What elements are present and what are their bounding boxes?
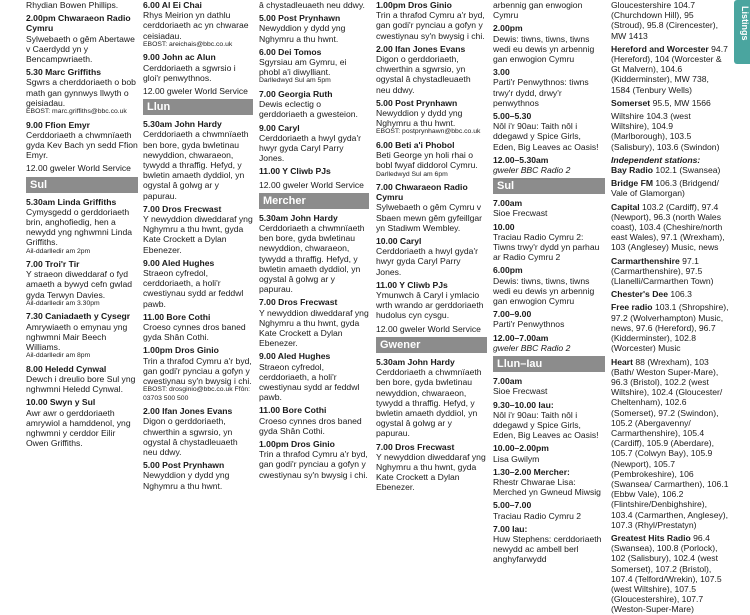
programme-time-title: 5.30am John Hardy	[376, 356, 455, 367]
programme-description: 12.00 gweler World Service	[376, 323, 481, 334]
station-entry	[611, 357, 729, 530]
subsection-heading: Independent stations:	[611, 154, 701, 165]
programme-description: Y newyddion diweddaraf yng Nghymru a thu hwnt, gyda Kate Crockett a Dylan Ebenezer.	[376, 451, 486, 493]
listings-column-6	[611, 0, 729, 615]
programme-entry	[376, 236, 487, 277]
programme-description: Sioe Frecwast	[493, 386, 548, 397]
programme-entry	[143, 52, 253, 83]
programme-entry	[26, 13, 138, 64]
programme-description: Parti'r Penwythnos: tiwns trwy'r dydd, drwy'r penwythnos	[493, 77, 589, 108]
station-frequencies: 96.4 (Swansea), 100.8 (Porlock), 102 (Salisbury), 102.4 (west Somerset), 107.2 (Bristol), 107.4 (Telford/Wrekin), 107.5 (west Wiltshire), 107.5 (Gloucestershire), 107.7 (Weston-Super-Mare)	[611, 532, 722, 615]
programme-time-title: 11.00 Bore Cothi	[143, 311, 211, 322]
programme-description: Y newyddion diweddaraf yng Nghymru a thu hwnt, gyda Kate Crockett a Dylan Ebenezer.	[259, 307, 369, 349]
programme-entry	[493, 467, 605, 498]
programme-time-title: 10.00	[493, 221, 515, 232]
programme-time-title: 7.30 Caniadaeth y Cysegr	[26, 311, 131, 322]
programme-description: Straeon cyfredol, cerddoriaeth, a holi'r cwestiynau sydd ar feddwl pawb.	[259, 361, 360, 403]
station-frequencies: 106.3	[670, 289, 692, 300]
programme-description: 12.00 gweler World Service	[259, 179, 364, 190]
programme-entry	[493, 155, 605, 175]
programme-description: Sgyrsiau am Gymru, ei phobl a'i diwylliant.	[259, 57, 347, 78]
continued-text: â chystadleuaeth neu ddwy.	[259, 0, 365, 10]
programme-entry	[26, 364, 138, 395]
station-frequencies: 106.3 (Bridgend/ Vale of Glamorgan)	[611, 178, 719, 199]
programme-description: Traciau Radio Cymru 2: Tiwns trwy'r dydd yn parhau ar Radio Cymru 2	[493, 231, 600, 263]
day-heading: Sul	[26, 177, 138, 193]
programme-entry	[376, 44, 487, 95]
programme-time-title: 1.30–2.00 Mercher:	[493, 466, 570, 477]
programme-description: Dewis: tiwns, tiwns, tiwns wedi eu dewis yn arbennig gan enwogion Cymru	[493, 33, 595, 65]
programme-entry	[376, 442, 487, 493]
programme-description: 12.00 gweler World Service	[26, 163, 131, 174]
programme-entry	[26, 67, 138, 116]
programme-entry	[493, 265, 605, 306]
station-entry	[611, 44, 729, 95]
station-name: Capital	[611, 201, 640, 212]
programme-note: EBOST: postprynhawn@bbc.co.uk	[376, 128, 481, 136]
station-name: Heart	[611, 356, 633, 367]
station-frequencies: 94.7 (Hereford), 104 (Worcester & Gt Malvern), 104.6 (Kidderminster), MW 738, 1584 (Tenbury Wells)	[611, 43, 728, 95]
programme-entry	[493, 333, 605, 353]
programme-entry	[376, 324, 487, 334]
day-heading: Llun	[143, 99, 253, 115]
programme-time-title: 6.00 Dei Tomos	[259, 46, 322, 57]
station-entry	[611, 289, 729, 299]
programme-time-title: 1.00pm Dros Ginio	[259, 439, 335, 450]
programme-entry	[259, 351, 369, 402]
station-entry	[611, 98, 729, 108]
programme-entry	[26, 311, 138, 360]
station-name: Greatest Hits Radio	[611, 532, 691, 543]
programme-description: Newyddion y dydd yng Nghymru a thu hwnt.	[143, 470, 230, 491]
programme-entry	[493, 524, 605, 565]
programme-entry	[26, 197, 138, 257]
programme-entry	[143, 460, 253, 491]
programme-note: Ail-ddarlledir am 3.30pm	[26, 299, 100, 307]
programme-time-title: 3.00	[493, 67, 510, 78]
programme-time-title: 10.00–2.00pm	[493, 443, 549, 454]
programme-time-title: 9.30–10.00 Iau:	[493, 399, 554, 410]
programme-time-title: 9.00 Aled Hughes	[259, 351, 331, 362]
programme-entry	[26, 259, 138, 308]
programme-entry	[493, 23, 605, 64]
programme-time-title: 11.00 Bore Cothi	[259, 405, 327, 416]
programme-entry	[259, 180, 369, 190]
station-entry	[611, 178, 729, 198]
programme-entry	[376, 0, 487, 41]
listings-column-3	[259, 0, 369, 480]
programme-entry	[143, 258, 253, 309]
programme-time-title: 2.00pm	[493, 23, 523, 34]
programme-description: Sylwebaeth o gêm Abertawe v Caerdydd yn y Bencampwriaeth.	[26, 33, 135, 65]
day-heading: Mercher	[259, 193, 369, 209]
programme-description: Y straeon diweddaraf o fyd amaeth a bywyd cefn gwlad gyda Terwyn Davies.	[26, 269, 133, 300]
day-heading: Llun–Iau	[493, 356, 605, 372]
programme-entry	[143, 345, 253, 403]
programme-entry	[493, 443, 605, 463]
programme-description: Nôl i'r 90au: Taith nôl i ddegawd y Spice Girls, Eden, Big Leaves ac Oasis!	[493, 409, 599, 441]
programme-time-title: 10.00 Caryl	[376, 236, 422, 247]
station-frequencies: 95.5, MW 1566	[652, 97, 711, 108]
listings-column-1	[26, 0, 138, 449]
programme-time-title: 9.00 Caryl	[259, 122, 300, 133]
programme-entry	[376, 280, 487, 321]
programme-time-title: 10.00 Swyn y Sul	[26, 397, 96, 408]
programme-description: Awr awr o gerddoriaeth amrywiol a hamddenol, yng nghwmni y cerddor Eilir Owen Griffiths.	[26, 407, 131, 449]
programme-note: Ail-ddarlledir am 2pm	[26, 247, 91, 255]
station-frequencies: 103.2 (Cardiff), 97.4 (Newport), 96.3 (north Wales coast), 103.4 (Cheshire/north east Wales), 97.1 (Wrexham), 103 (Anglesey) Music, news	[611, 201, 725, 253]
continued-text: Gloucestershire 104.7 (Churchdown Hill), 95 (Stroud), 95.8 (Cirencester), MW 1413	[611, 0, 718, 41]
programme-time-title: 7.00 Troi'r Tir	[26, 259, 80, 270]
programme-description: Trin a thrafod Cymru a'r byd, gan godi'r pynciau a gofyn y cwestiynau sy'n bwysig i chi.	[259, 449, 368, 480]
programme-time-title: 5.30am John Hardy	[143, 119, 222, 130]
programme-entry	[143, 406, 253, 457]
programme-time-title: 9.00 Ffion Emyr	[26, 119, 90, 130]
programme-note: EBOST: drosginio@bbc.co.uk Ffôn: 03703 500 500	[143, 386, 251, 402]
programme-entry	[493, 67, 605, 108]
programme-time-title: 11.00 Y Cliwb PJs	[376, 279, 448, 290]
programme-entry	[26, 397, 138, 448]
programme-entry	[493, 111, 605, 152]
programme-time-title: 5.00 Post Prynhawn	[376, 97, 458, 108]
programme-entry	[259, 405, 369, 436]
programme-entry	[259, 297, 369, 348]
programme-note: EBOST: areichais@bbc.co.uk	[143, 40, 233, 48]
programme-entry	[259, 13, 369, 44]
programme-description: Ymunwch â Caryl i ymlacio wrth wrando ar gerddoriaeth hudolus cyn cysgu.	[376, 290, 484, 321]
station-name: Free radio	[611, 302, 653, 313]
programme-time-title: 5.30am John Hardy	[259, 212, 338, 223]
station-entry	[611, 165, 729, 175]
programme-description: Dewis eclectig o gerddoriaeth a gwesteion.	[259, 99, 358, 120]
programme-description: Straeon cyfredol, cerddoriaeth, a holi'r cwestiynau sydd ar feddwl pawb.	[143, 267, 244, 309]
programme-entry	[376, 140, 487, 179]
programme-description: Trin a thrafod Cymru a'r byd, gan godi'r pynciau a gofyn y cwestiynau sy'n bwysig i chi.	[376, 10, 485, 41]
programme-description: Nôl i'r 90au: Taith nôl i ddegawd y Spice Girls, Eden, Big Leaves ac Oasis!	[493, 121, 599, 152]
programme-time-title: 6.00 Beti a'i Phobol	[376, 139, 455, 150]
listings-column-2	[143, 0, 253, 491]
programme-note: Darlledwyd Sul am 6pm	[376, 170, 448, 178]
programme-time-title: 5.00–5.30	[493, 111, 532, 122]
programme-time-title: 2.00pm Chwaraeon Radio Cymru	[26, 13, 131, 34]
programme-entry	[493, 376, 605, 396]
programme-description: Cerddoriaeth a hwyl gyda'r hwyr gyda Caryl Parry Jones.	[376, 246, 478, 277]
day-heading: Gwener	[376, 337, 487, 353]
station-entry	[611, 533, 729, 615]
programme-time-title: 9.00 Aled Hughes	[143, 257, 215, 268]
programme-entry	[143, 86, 253, 96]
programme-time-title: 7.00 Chwaraeon Radio Cymru	[376, 182, 468, 203]
programme-description: Huw Stephens: cerddoriaeth newydd ac ambell berl anghyfarwydd	[493, 533, 602, 565]
listings-column-5	[493, 0, 605, 565]
programme-description: Rhys Meirion yn dathlu cerddoriaeth ac yn chwarae ceisiadau.	[143, 10, 249, 41]
listings-column-4	[376, 0, 487, 493]
programme-description: Cerddoriaeth a chwmnïaeth gyda Kev Bach yn sedd Ffion Emyr.	[26, 129, 138, 161]
programme-time-title: 12.00–5.30am	[493, 154, 549, 165]
programme-description: Sioe Frecwast	[493, 208, 548, 219]
programme-time-title: 5.00 Post Prynhawn	[259, 13, 341, 24]
programme-entry	[143, 0, 253, 49]
programme-entry	[493, 309, 605, 329]
programme-description: Rhestr Chwarae Lisa: Merched yn Gwneud Miwsig	[493, 476, 601, 498]
programme-entry	[493, 198, 605, 218]
programme-time-title: 5.00–7.00	[493, 500, 532, 511]
programme-entry	[493, 500, 605, 520]
programme-time-title: 2.00 Ifan Jones Evans	[376, 43, 466, 54]
programme-time-title: 7.00 Iau:	[493, 523, 528, 534]
programme-description: Digon o gerddoriaeth, chwerthin a sgwrsio, yn ogystal â chystadleuaeth neu ddwy.	[376, 54, 471, 95]
programme-description: Beti George yn holi rhai o bobl fwyaf diddorol Cymru.	[376, 150, 478, 171]
programme-entry	[259, 89, 369, 120]
programme-description: Trin a thrafod Cymru a'r byd, gan godi'r pynciau a gofyn y cwestiynau sy'n bwysig i chi.	[143, 355, 252, 386]
programme-time-title: 7.00 Dros Frecwast	[143, 203, 222, 214]
programme-entry	[259, 47, 369, 86]
station-frequencies: 103.1 (Shropshire), 97.2 (Wolverhampton) Music, news, 97.6 (Hereford), 96.7 (Kidderminster), 102.8 (Worcester) Music	[611, 302, 729, 354]
programme-description: Cerddoriaeth a chwmnïaeth ben bore, gyda bwletinau newyddion, chwaraeon, tywydd a thraffig. Hefyd, y bwletin amaeth dyddiol, yn ogystal â golwg ar y papurau.	[376, 367, 482, 439]
programme-entry	[26, 120, 138, 161]
station-entry	[611, 256, 729, 287]
programme-description: Newyddion y dydd yng Nghymru a thu hwnt.	[259, 23, 346, 44]
programme-description: 12.00 gweler World Service	[143, 85, 248, 96]
programme-entry	[259, 213, 369, 295]
programme-description: Cymysgedd o gerddoriaeth brin, anghofiedig, hen a newydd yng nghwmni Linda Griffiths.	[26, 206, 133, 248]
continued-text: arbennig gan enwogion Cymru	[493, 0, 583, 21]
continued-text: Wiltshire 104.3 (west Wiltshire), 104.9 (Marlborough), 103.5 (Salisbury), 103.6 (Swindon)	[611, 111, 720, 152]
programme-time-title: 1.00pm Dros Ginio	[376, 0, 452, 10]
programme-time-title: 7.00am	[493, 198, 523, 209]
programme-time-title: 7.00–9.00	[493, 309, 532, 320]
programme-entry	[376, 357, 487, 439]
programme-time-title: 7.00am	[493, 376, 523, 387]
programme-description: Cerddoriaeth a chwmnïaeth ben bore, gyda bwletinau newyddion, chwaraeon, tywydd a thraffig. Hefyd, y bwletin amaeth dyddiol, yn ogystal â golwg ar y papurau.	[143, 129, 249, 201]
programme-time-title: 7.00 Dros Frecwast	[376, 441, 455, 452]
station-frequencies: 102.1 (Swansea)	[655, 165, 721, 176]
station-name: Somerset	[611, 97, 651, 108]
programme-entry	[143, 312, 253, 343]
programme-description: Newyddion y dydd yng Nghymru a thu hwnt.	[376, 108, 463, 129]
programme-entry	[259, 123, 369, 164]
programme-relay: gweler BBC Radio 2	[493, 342, 571, 353]
programme-time-title: 9.00 John ac Alun	[143, 52, 216, 63]
programme-description: Y newyddion diweddaraf yng Nghymru a thu hwnt, gyda Kate Crockett a Dylan Ebenezer.	[143, 213, 253, 255]
programme-time-title: 6.00pm	[493, 265, 523, 276]
programme-relay: gweler BBC Radio 2	[493, 165, 571, 176]
programme-description: Cerddoriaeth a hwyl gyda'r hwyr gyda Caryl Parry Jones.	[259, 132, 361, 164]
programme-note: Ail-ddarlledir am 8pm	[26, 352, 91, 360]
station-name: Hereford and Worcester	[611, 43, 709, 54]
programme-description: Traciau Radio Cymru 2	[493, 510, 582, 521]
programme-description: Cerddoriaeth a sgwrsio i gloi'r penwythnos.	[143, 62, 236, 83]
programme-time-title: 2.00 Ifan Jones Evans	[143, 406, 233, 417]
programme-time-title: 6.00 Al Ei Chai	[143, 0, 202, 10]
programme-description: Dewis: tiwns, tiwns, tiwns wedi eu dewis yn arbennig gan enwogion Cymru	[493, 275, 595, 307]
programme-description: Cerddoriaeth a chwmnïaeth ben bore, gyda bwletinau newyddion, chwaraeon, tywydd a thraffig. Hefyd, y bwletin amaeth dyddiol, yn ogystal â golwg ar y papurau.	[259, 222, 365, 295]
programme-description: Sgwrs a cherddoriaeth o bob math gan gynnwys llwyth o geisiadau.	[26, 77, 136, 108]
programme-entry	[259, 439, 369, 480]
continued-text: Rhydian Bowen Phillips.	[26, 0, 119, 10]
programme-description: Croeso cynnes dros baned gyda Shân Cothi.	[259, 415, 362, 436]
station-entry	[611, 202, 729, 253]
programme-time-title: 7.00 Georgia Ruth	[259, 88, 333, 99]
programme-note: EBOST: marc.griffiths@bbc.co.uk	[26, 108, 127, 116]
programme-time-title: 12.00–7.00am	[493, 332, 549, 343]
programme-time-title: 5.00 Post Prynhawn	[143, 460, 225, 471]
programme-entry	[493, 222, 605, 263]
section-tab-label: Listings	[740, 6, 750, 41]
station-frequencies: 88 (Wrexham), 103 (Bath/ Weston Super-Mare), 96.3 (Bristol), 102.2 (west Wiltshire), 102.4 (Gloucester/ Cheltenham), 102.6 (Somerset), 97.2 (Swindon), 105.2 (Abergavenny/ Carmarthenshire), 105.4 (Cardiff), 105.9 (Aberdare), 105.7 (Colwyn Bay), 105.9 (Newport), 105.7 (Pembrokeshire), 106 (Swansea/ Carmarthen), 106.1 (Ebbw Vale), 106.2 (Flintshire/Denbighshire), 103.4 (Carmarthen, Anglesey), 107.3 (Rhyl/Prestatyn)	[611, 356, 729, 530]
programme-entry	[493, 400, 605, 441]
programme-entry	[26, 163, 138, 173]
programme-description: Digon o gerddoriaeth, chwerthin a sgwrsio, yn ogystal â chystadleuaeth neu ddwy.	[143, 416, 238, 458]
programme-entry	[143, 119, 253, 201]
programme-time-title: 5.30 Marc Griffiths	[26, 67, 101, 78]
programme-time-title: 11.00 Y Cliwb PJs	[259, 166, 331, 177]
station-name: Chester's Dee	[611, 289, 668, 300]
station-name: Bay Radio	[611, 165, 654, 176]
station-frequencies: 97.1 (Carmarthenshire), 97.5 (Llanelli/Carmarthen Town)	[611, 255, 714, 287]
station-entry	[611, 302, 729, 353]
station-name: Carmarthenshire	[611, 255, 680, 266]
programme-entry	[376, 182, 487, 233]
programme-entry	[259, 166, 369, 176]
programme-entry	[376, 98, 487, 137]
day-heading: Sul	[493, 178, 605, 194]
programme-time-title: 7.00 Dros Frecwast	[259, 297, 338, 308]
programme-description: Dewch i dreulio bore Sul yng nghwmni Heledd Cynwal.	[26, 373, 136, 395]
programme-description: Sylwebaeth o gêm Cymru v Sbaen mewn gêm gyfeillgar yn Stadiwm Wembley.	[376, 202, 483, 233]
programme-time-title: 5.30am Linda Griffiths	[26, 196, 117, 207]
programme-note: Darlledwyd Sul am 5pm	[259, 77, 331, 85]
programme-description: Lisa Gwilym	[493, 453, 540, 464]
programme-time-title: 1.00pm Dros Ginio	[143, 345, 219, 356]
programme-description: Croeso cynnes dros baned gyda Shân Cothi.	[143, 321, 246, 343]
section-tab	[734, 0, 750, 64]
programme-time-title: 8.00 Heledd Cynwal	[26, 363, 107, 374]
programme-entry	[143, 204, 253, 255]
programme-description: Amrywiaeth o emynau yng nghwmni Mair Beech Williams.	[26, 321, 128, 352]
station-name: Bridge FM	[611, 178, 654, 189]
programme-description: Parti'r Penwythnos	[493, 319, 565, 330]
